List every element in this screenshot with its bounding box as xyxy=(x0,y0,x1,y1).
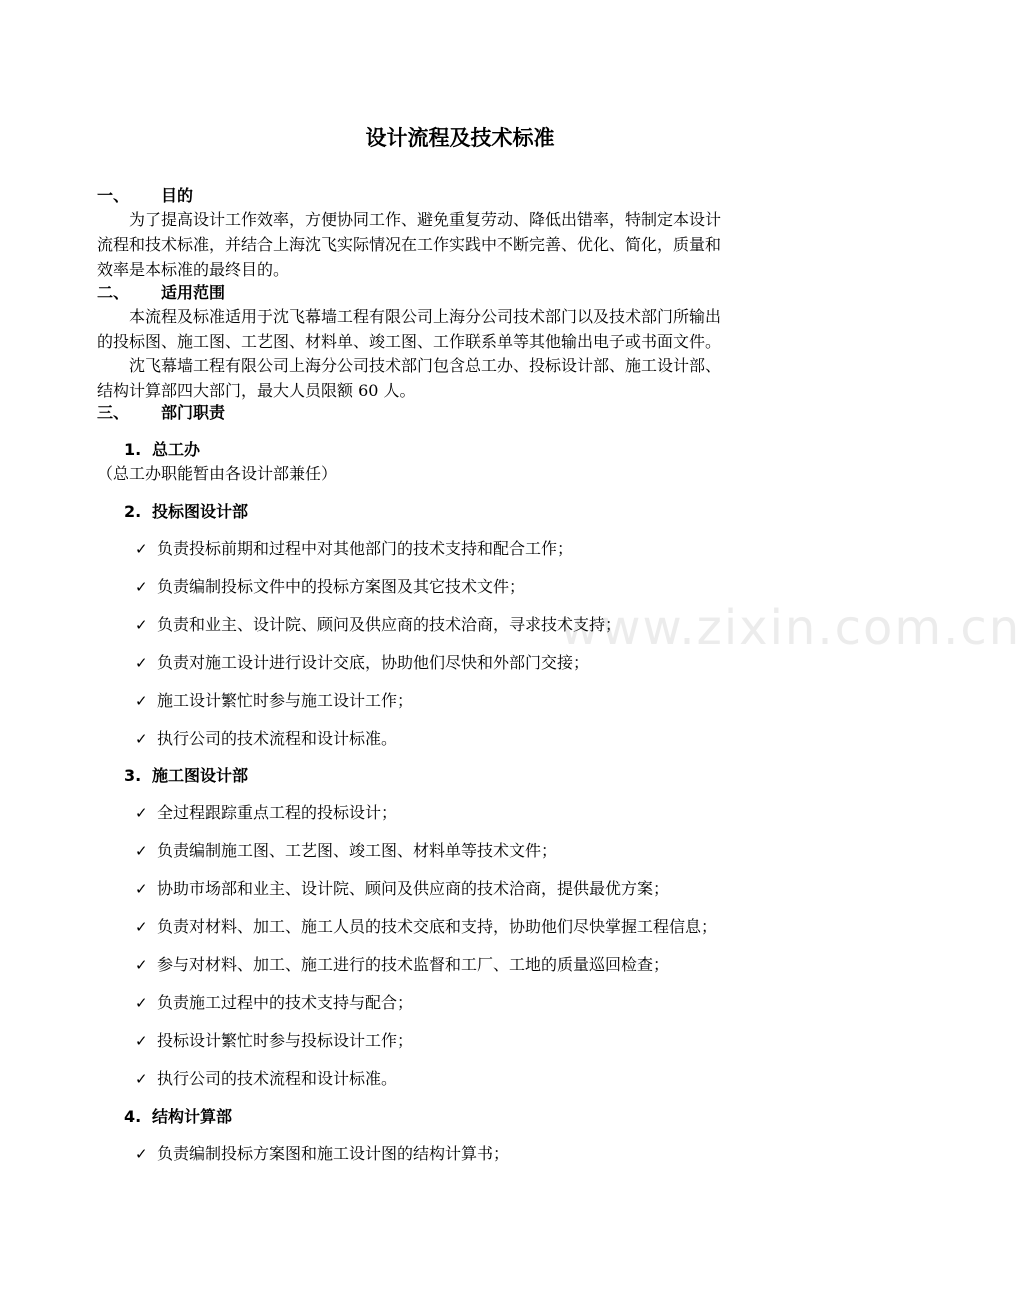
section-title: 目的 xyxy=(161,186,194,205)
subsection-heading-bid-design xyxy=(124,501,248,523)
list-item-text: 负责编制投标方案图和施工设计图的结构计算书； xyxy=(157,1144,510,1163)
section-heading-duties xyxy=(97,402,225,424)
check-icon: ✓ xyxy=(135,1032,148,1050)
check-icon: ✓ xyxy=(135,880,148,898)
list-item xyxy=(135,878,669,900)
subsection-title: 投标图设计部 xyxy=(152,502,249,521)
list-item xyxy=(135,954,669,976)
chief-office-note: （总工办职能暂由各设计部兼任） xyxy=(97,464,338,483)
list-item-text: 负责对材料、加工、施工人员的技术交底和支持，协助他们尽快掌握工程信息； xyxy=(157,917,718,936)
text-line: 本流程及标准适用于沈飞幕墙工程有限公司上海分公司技术部门以及技术部门所输出 xyxy=(129,307,722,326)
text-line: 为了提高设计工作效率，方便协同工作、避免重复劳动、降低出错率，特制定本设计 xyxy=(129,210,722,229)
check-icon: ✓ xyxy=(135,578,148,596)
list-item-text: 负责编制投标文件中的投标方案图及其它技术文件； xyxy=(157,577,526,596)
subsection-heading-chief-office xyxy=(124,439,200,461)
list-item-text: 执行公司的技术流程和设计标准。 xyxy=(157,1069,398,1088)
list-item xyxy=(135,1068,397,1090)
paragraph-scope-2 xyxy=(97,353,825,403)
subsection-heading-structural-calc xyxy=(124,1106,232,1128)
list-item-text: 负责和业主、设计院、顾问及供应商的技术洽商，寻求技术支持； xyxy=(157,615,622,634)
section-number: 三、 xyxy=(97,403,130,422)
list-item xyxy=(135,992,413,1014)
list-item-text: 负责编制施工图、工艺图、竣工图、材料单等技术文件； xyxy=(157,841,558,860)
section-title: 适用范围 xyxy=(161,283,226,302)
check-icon: ✓ xyxy=(135,616,148,634)
list-item xyxy=(135,1030,413,1052)
list-item-text: 协助市场部和业主、设计院、顾问及供应商的技术洽商，提供最优方案； xyxy=(157,879,670,898)
check-icon: ✓ xyxy=(135,654,148,672)
list-item xyxy=(135,840,557,862)
section-heading-purpose xyxy=(97,185,193,207)
text-line: 沈飞幕墙工程有限公司上海分公司技术部门包含总工办、投标设计部、施工设计部、 xyxy=(129,356,722,375)
text-line: 的投标图、施工图、工艺图、材料单、竣工图、工作联系单等其他输出电子或书面文件。 xyxy=(97,332,722,351)
list-item-text: 执行公司的技术流程和设计标准。 xyxy=(157,729,398,748)
list-item xyxy=(135,576,525,598)
subsection-number: 2. xyxy=(124,502,142,521)
check-icon: ✓ xyxy=(135,1145,148,1163)
list-item xyxy=(135,538,573,560)
check-icon: ✓ xyxy=(135,994,148,1012)
check-icon: ✓ xyxy=(135,842,148,860)
subsection-number: 4. xyxy=(124,1107,142,1126)
text-line: 结构计算部四大部门，最大人员限额 60 人。 xyxy=(97,381,416,400)
watermark: www.zixin.com.cn xyxy=(560,600,1021,656)
list-item-text: 投标设计繁忙时参与投标设计工作； xyxy=(157,1031,414,1050)
check-icon: ✓ xyxy=(135,918,148,936)
list-item-text: 参与对材料、加工、施工进行的技术监督和工厂、工地的质量巡回检查； xyxy=(157,955,670,974)
list-item xyxy=(135,916,717,938)
paragraph-purpose xyxy=(97,207,825,282)
subsection-title: 结构计算部 xyxy=(152,1107,233,1126)
list-item xyxy=(135,614,621,636)
list-item-text: 施工设计繁忙时参与施工设计工作； xyxy=(157,691,414,710)
subsection-number: 1. xyxy=(124,440,142,459)
subsection-title: 施工图设计部 xyxy=(152,766,249,785)
list-item xyxy=(135,1143,509,1165)
list-item-text: 全过程跟踪重点工程的投标设计； xyxy=(157,803,398,822)
check-icon: ✓ xyxy=(135,804,148,822)
check-icon: ✓ xyxy=(135,730,148,748)
section-heading-scope xyxy=(97,282,225,304)
page-title: 设计流程及技术标准 xyxy=(365,126,555,150)
subsection-number: 3. xyxy=(124,766,142,785)
text-line: 流程和技术标准，并结合上海沈飞实际情况在工作实践中不断完善、优化、简化，质量和 xyxy=(97,235,722,254)
check-icon: ✓ xyxy=(135,956,148,974)
list-item xyxy=(135,690,413,712)
section-title: 部门职责 xyxy=(161,403,226,422)
subsection-heading-construction-design xyxy=(124,765,248,787)
list-item-text: 负责投标前期和过程中对其他部门的技术支持和配合工作； xyxy=(157,539,574,558)
text-line: 效率是本标准的最终目的。 xyxy=(97,260,290,279)
subsection-title: 总工办 xyxy=(152,440,201,459)
check-icon: ✓ xyxy=(135,540,148,558)
list-item xyxy=(135,728,397,750)
list-item xyxy=(135,652,589,674)
check-icon: ✓ xyxy=(135,1070,148,1088)
list-item-text: 负责施工过程中的技术支持与配合； xyxy=(157,993,414,1012)
section-number: 二、 xyxy=(97,283,130,302)
list-item-text: 负责对施工设计进行设计交底，协助他们尽快和外部门交接； xyxy=(157,653,590,672)
check-icon: ✓ xyxy=(135,692,148,710)
paragraph-scope-1 xyxy=(97,304,825,354)
list-item xyxy=(135,802,397,824)
section-number: 一、 xyxy=(97,186,130,205)
